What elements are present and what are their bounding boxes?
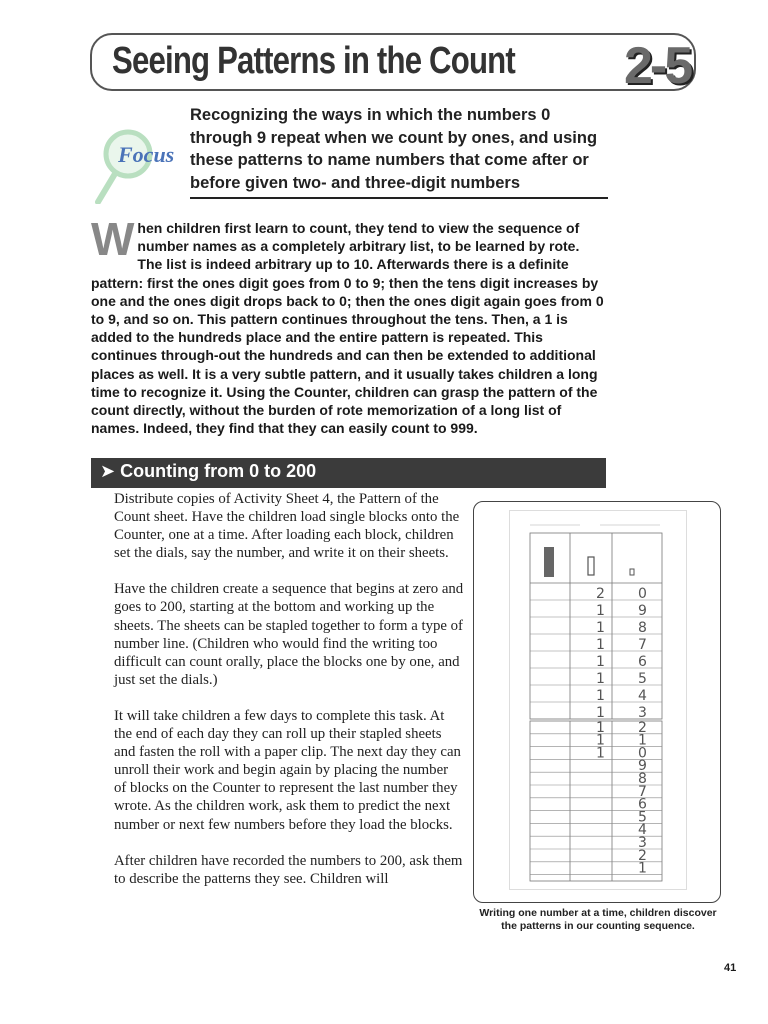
intro-paragraph (91, 213, 606, 437)
sheet-top-tens-digit: 1 (596, 705, 605, 721)
sheet-bottom-ones-digit: 4 (638, 822, 647, 839)
sheet-top-tens-digit: 1 (596, 637, 605, 653)
focus-icon-label: Focus (118, 142, 175, 167)
sheet-bottom-ones-digit: 9 (638, 758, 647, 775)
body-paragraph-4: After children have recorded the numbers to 200, ask them to describe the patterns they see. Children will (114, 852, 463, 887)
section-heading (100, 461, 316, 482)
drop-cap: W (91, 213, 135, 265)
intro-text: hen children first learn to count, they tend to view the sequence of number names as a completely arbitrary list, to be learned by rote. The list is indeed arbitrary up to 10. Afterwards there is a definite pattern: first the ones digit goes from 0 to 9; then the tens digit increases by one and the ones digit drops back to 0; then the ones digit again goes from 0 to 9, and so on. This pattern continues throughout the tens. Then, a 1 is added to the hundreds place and the entire pattern is repeated. This continues through-out the hundreds and can then be extended to additional places as well. It is a very subtle pattern, and it usually takes children a long time to recognize it. Using the Counter, children can grasp the pattern of the count directly, without the burden of rote memorization of a long list of names. Indeed, they find that they can easily count to 999. (91, 220, 604, 437)
sheet-top-ones-digit: 5 (638, 671, 647, 687)
sheet-bottom-tens-digit: 1 (596, 719, 605, 736)
sheet-bottom-ones-digit: 6 (638, 796, 647, 813)
sheet-bottom-ones-digit: 0 (638, 745, 647, 762)
body-paragraph-1: Distribute copies of Activity Sheet 4, the Pattern of the Count sheet. Have the children load single blocks onto the Counter, one at a time. After loading each block, children set the dials, say the number, and write it on their sheets. (114, 491, 460, 562)
sheet-top-ones-digit: 0 (638, 586, 647, 602)
sheet-top-ones-digit: 8 (638, 620, 647, 636)
tens-block-image (588, 557, 594, 575)
arrow-icon: ➤ (100, 461, 116, 481)
sheet-top-ones-digit: 3 (638, 705, 647, 721)
section-heading-text: Counting from 0 to 200 (120, 461, 317, 481)
focus-statement: Recognizing the ways in which the numbers 0 through 9 repeat when we count by ones, and using these patterns to name numbers that come after or before given two- and three-digit numbers (190, 106, 598, 192)
sheet-bottom-tens-digit: 1 (596, 745, 605, 762)
sheet-bottom-ones-digit: 1 (638, 732, 647, 749)
activity-sheet-drawing (510, 511, 686, 889)
figure-caption: Writing one number at a time, children discover the patterns in our counting sequence. (479, 907, 717, 932)
sheet-top-ones-digit: 4 (638, 688, 647, 704)
page-title: Seeing Patterns in the Count (112, 40, 515, 82)
body-paragraph-3: It will take children a few days to complete this task. At the end of each day they can roll up their stapled sheets and fasten the roll with a paper clip. The next day they can unroll their work and begin again by placing the number of blocks on the Counter to represent the last number they wrote. As the children work, ask them to predict the next number or next few numbers before they load the blocks. (114, 707, 461, 833)
sheet-bottom-ones-digit: 7 (638, 783, 647, 800)
sheet-top-ones-digit: 6 (638, 654, 647, 670)
sheet-bottom-ones-digit: 2 (638, 847, 647, 864)
sheet-top-ones-digit: 9 (638, 603, 647, 619)
lesson-number: 2-5 (624, 37, 691, 95)
page-number: 41 (724, 962, 737, 974)
sheet-top-tens-digit: 1 (596, 620, 605, 636)
sheet-bottom-ones-digit: 8 (638, 771, 647, 787)
sheet-top-tens-digit: 1 (596, 671, 605, 687)
sheet-bottom-ones-digit: 2 (638, 719, 647, 736)
sheet-bottom-ones-digit: 1 (638, 860, 647, 877)
hundreds-block-image (544, 547, 554, 577)
magnifier-icon (92, 128, 178, 204)
sheet-top-tens-digit: 2 (596, 586, 605, 602)
focus-divider (190, 197, 608, 199)
sheet-top-tens-digit: 1 (596, 654, 605, 670)
sheet-top-tens-digit: 1 (596, 688, 605, 704)
sheet-top-tens-digit: 1 (596, 603, 605, 619)
activity-sheet-photo (509, 510, 687, 890)
sheet-bottom-ones-digit: 3 (638, 835, 647, 851)
body-text (114, 490, 464, 906)
ones-block-image (630, 569, 634, 575)
sheet-bottom-ones-digit: 5 (638, 809, 647, 826)
sheet-rows (530, 586, 662, 877)
sheet-top-ones-digit: 7 (638, 637, 647, 653)
body-paragraph-2: Have the children create a sequence that begins at zero and goes to 200, starting at the bottom and working up the sheets. The sheets can be stapled together to form a type of number line. (Children who would find the writing too difficult can count orally, place the blocks one by one, and just set the dials.) (114, 581, 464, 688)
sheet-bottom-tens-digit: 1 (596, 732, 605, 749)
